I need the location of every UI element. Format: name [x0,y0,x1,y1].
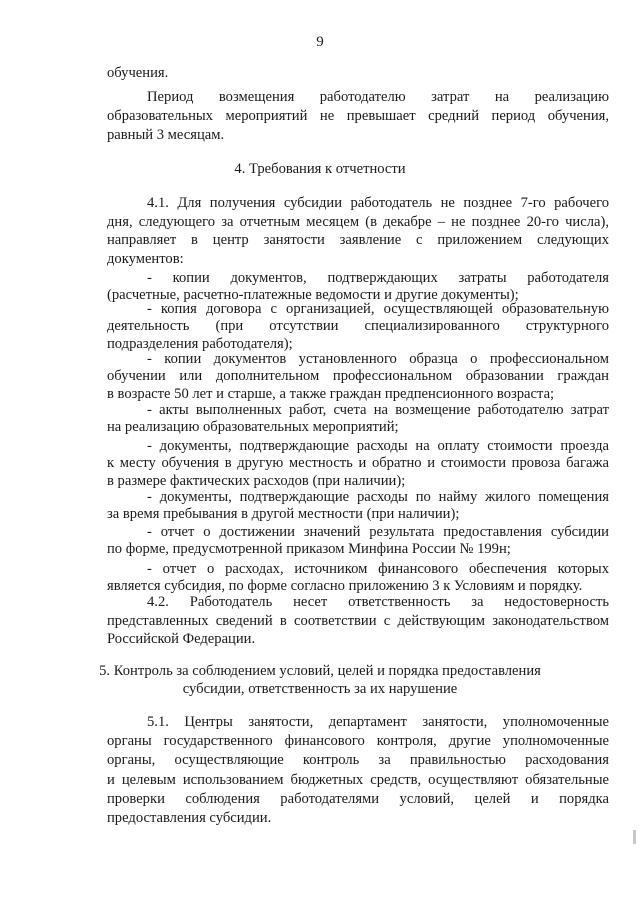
list-item-line: - акты выполненных работ, счета на возмещение работодателю затрат [147,402,609,418]
list-item-line: обучении или дополнительном профессиональном образовании граждан [107,368,609,385]
section-5-heading: 5. Контроль за соблюдением условий, целей и порядка предоставления [99,663,541,679]
section-5-heading: субсидии, ответственность за их нарушение [182,681,458,697]
paragraph-5-1-line: предоставления субсидии. [107,810,272,826]
paragraph-5-1-line: органы, осуществляющие контроль за правильностью расходования [107,752,609,769]
list-item-line: по форме, предусмотренной приказом Минфина России № 199н; [107,541,511,558]
paragraph-5-1-line: 5.1. Центры занятости, департамент занятости, уполномоченные [147,714,609,730]
paragraph-4-2-line: 4.2. Работодатель несет ответственность за недостоверность [147,594,609,610]
list-item-line: - копия договора с организацией, осуществляющей образовательную [147,301,609,317]
scan-margin-mark [633,830,636,844]
paragraph-4-1-line: документов: [107,251,184,268]
paragraph-4-1-line: направляет в центр занятости заявление с приложением следующих [107,232,609,249]
list-item-line: подразделения работодателя); [107,335,293,352]
paragraph-5-1-line: и целевым использованием бюджетных средств, осуществляют обязательные [107,771,609,788]
list-item-line: - отчет о расходах, источником финансового обеспечения которых [147,561,609,577]
list-item-line: к месту обучения в другую местность и обратно и стоимости провоза багажа [107,455,609,472]
list-item-line: на реализацию образовательных мероприятий; [107,419,399,436]
list-item-line: в размере фактических расходов (при наличии); [107,472,406,489]
paragraph-4-1-line: 4.1. Для получения субсидии работодатель не позднее 7-го рабочего [147,195,609,211]
paragraph-5-1-line: органы государственного финансового контроля, другие уполномоченные [107,733,609,750]
list-item-line: в возрасте 50 лет и старше, а также граждан предпенсионного возраста; [107,385,555,402]
text-line: равный 3 месяцам. [107,127,225,143]
section-4-heading: 4. Требования к отчетности [234,161,406,177]
list-item-line: - документы, подтверждающие расходы на оплату стоимости проезда [147,438,609,454]
list-item-line: за время пребывания в другой местности (при наличии); [107,506,460,523]
list-item-line: - копии документов, подтверждающих затраты работодателя [147,270,609,286]
text-line: Период возмещения работодателю затрат на реализацию [147,89,609,105]
text-line: обучения. [107,65,169,81]
list-item-line: - документы, подтверждающие расходы по найму жилого помещения [147,489,609,505]
page-number: 9 [316,34,324,50]
list-item-line: деятельность (при отсутствии специализированного структурного [107,318,609,335]
list-item-line: (расчетные, расчетно-платежные ведомости и другие документы); [107,287,519,304]
paragraph-4-2-line: Российской Федерации. [107,631,256,648]
paragraph-5-1-line: проверки соблюдения работодателями условий, целей и порядка [107,790,609,807]
text-line: образовательных мероприятий не превышает средний период обучения, [107,108,609,124]
list-item-line: является субсидия, по форме согласно приложению 3 к Условиям и порядку. [107,578,583,595]
list-item-line: - отчет о достижении значений результата предоставления субсидии [147,524,609,540]
list-item-line: - копии документов установленного образца о профессиональном [147,351,609,367]
paragraph-4-2-line: представленных сведений в соответствии с действующим законодательством [107,612,609,629]
paragraph-4-1-line: дня, следующего за отчетным месяцем (в декабре – не позднее 20-го числа), [107,213,609,230]
